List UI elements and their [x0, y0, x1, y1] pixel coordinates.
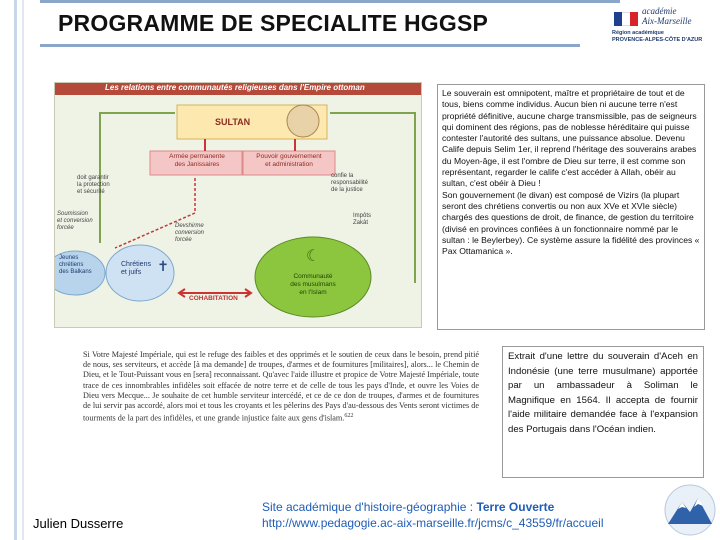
- quote-body: Si Votre Majesté Impériale, qui est le refuge des faibles et des opprimés et le soutien de ceux dans le besoin, prend pitié de nous, ses serviteurs, et accède [à ma demande] de troupes, d'armes et de fournitures [militaires], alors... le Chemin de Dieu, et le Tout-Puissant vous en [sera] reconnaissant. Qu'avec l'aide illustre et propice de Votre Majesté Impériale, toute trace de ces innombrables infidèles soit effacée de notre terre et de celle de tous les pays d'Inde, et ouvre les Voies de Dieu vers Mecque... Je souhaite de cet humble serviteur intercédé, et ce de ce don de troupes, d'armes et de fournitures de lui servir pas accordé, alors moi et tous les croyants et les pèlerins des Pays d'au-dessous des Vents seront victimes de tourments de la part des infidèles, et une grande injustice faite aux gens d'islam.: [83, 350, 479, 423]
- soumission-label: Soumission et conversion forcée: [57, 211, 93, 231]
- frame-line-left: [14, 0, 17, 540]
- ottoman-communities-diagram: [54, 82, 422, 328]
- logo-wordmark: académie Aix-Marseille: [642, 6, 692, 26]
- french-flag-icon: [614, 12, 638, 26]
- frame-line-under: [40, 44, 580, 47]
- cross-icon: ✝: [157, 259, 169, 275]
- quote-text: [83, 350, 479, 462]
- site-line: [262, 500, 554, 514]
- page-title: PROGRAMME DE SPECIALITE HGGSP: [58, 10, 489, 36]
- frame-line-top: [40, 0, 620, 3]
- communaute-label: Communauté des musulmans en l'Islam: [290, 273, 336, 296]
- arrow-protection: [100, 113, 175, 243]
- academy-logo: [612, 4, 708, 52]
- mountain-logo-icon: [664, 484, 716, 536]
- description-paragraph-1: Le souverain est omnipotent, maître et propriétaire de tout et de tous, biens comme individus. Aucun bien ni aucune terre n'est propriété définitive, aucune charge transmissible, pas de seigneurs qui dominent des régions, pas de noblesse héréditaire qui puisse contester l'autorité des sultans, une puissance absolue. Devenu Calife depuis Selim 1er, il reprend l'héritage des souverains arabes du Moyen-âge, il est l'ombre de Dieu sur terre, il est comme son représentant, regarder le calife c'est accéder à Allah, obéir au sultan, c'est obéir à Dieu !: [442, 88, 697, 189]
- site-url-link[interactable]: http://www.pedagogie.ac-aix-marseille.fr/jcms/c_43559/fr/accueil: [262, 516, 604, 530]
- caption-box: [502, 346, 704, 478]
- caption-text: Extrait d'une lettre du souverain d'Aceh en Indonésie (une terre musulmane) apportée par un ambassadeur à Soliman le Magnifique en 1564. Il accepta de fournir l'aide militaire demandée face à l'expansion des Portugais dans l'Océan indien.: [508, 351, 698, 435]
- author-name: Julien Dusserre: [33, 516, 124, 531]
- jeunes-label: Jeunes chrétiens des Balkans: [59, 255, 92, 275]
- sultan-portrait-icon: [287, 105, 319, 137]
- janissaires-label: Armée permanente des Janissaires: [169, 153, 225, 168]
- confie-label: confie la responsabilité de la justice: [331, 173, 369, 193]
- impots-label: Impôts Zakât: [353, 213, 372, 226]
- sultan-label: SULTAN: [215, 117, 251, 127]
- crescent-icon: ☾: [305, 246, 321, 265]
- description-box: [437, 84, 705, 330]
- cohabitation-label: COHABITATION: [189, 295, 238, 302]
- devshirme-label: Devshirme conversion forcée: [175, 223, 205, 243]
- protection-label: doit garantir la protection et sécurité: [77, 175, 110, 195]
- pouvoir-label: Pouvoir gouvernement et administration: [256, 153, 322, 168]
- site-prefix: Site académique d'histoire-géographie :: [262, 500, 477, 514]
- description-paragraph-2: Son gouvernement (le divan) est composé de Vizirs (la plupart seront des chrétiens convertis ou non aux XVe et XVIe siècle) chargés des questions de droit, de finance, de gestion du territoire (divisé en provinces confiées à un fonctionnaire nommé par le sultan : le Beylerbey). Ce système assure la fidélité des provinces « Pax Ottamanica ».: [442, 189, 700, 257]
- logo-subtitle: Région académique PROVENCE-ALPES-CÔTE D'AZUR: [612, 30, 703, 43]
- site-name: Terre Ouverte: [476, 500, 555, 514]
- diagram-title: Les relations entre communautés religieuses dans l'Empire ottoman: [105, 83, 365, 92]
- quote-reference: 622: [344, 413, 354, 420]
- chretiens-label: Chrétiens et juifs: [121, 261, 151, 276]
- frame-line-left-light: [22, 0, 24, 540]
